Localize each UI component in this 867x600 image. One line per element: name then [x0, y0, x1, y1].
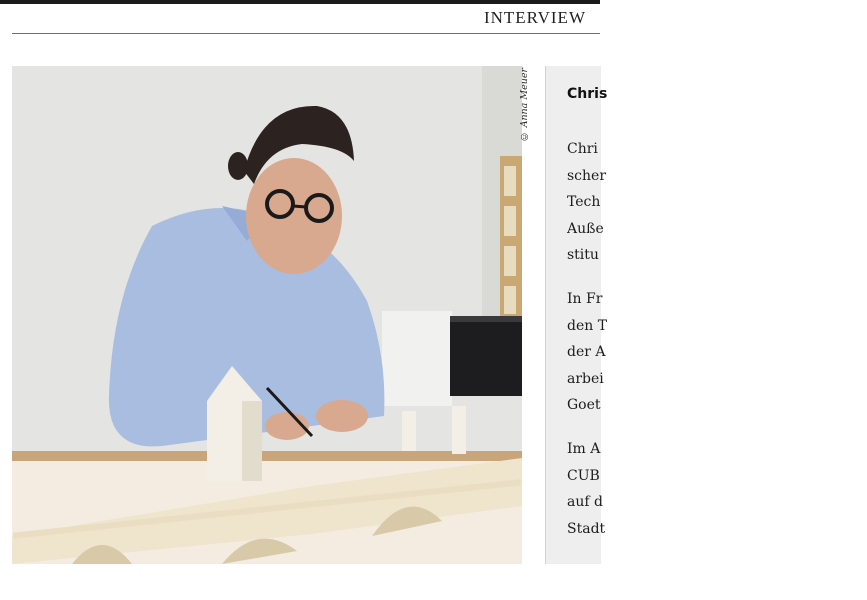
text-line: den T: [567, 317, 608, 334]
text-line: Goet: [567, 397, 601, 413]
text-line: auf d: [567, 494, 603, 510]
text-line: arbei: [567, 370, 604, 387]
sidebar-paragraph: [567, 136, 867, 269]
text-line: Im A: [567, 441, 601, 457]
photo-credit: [519, 68, 541, 146]
text-line: Stadt: [567, 520, 606, 537]
interview-photo: [12, 66, 522, 564]
text-line: Tech: [567, 194, 601, 210]
text-line: Auße: [567, 220, 604, 237]
text-line: In Fr: [567, 291, 603, 307]
photo-credit-text: © Anna Meuer: [519, 68, 530, 142]
sidebar-paragraph: [567, 286, 867, 419]
text-line: CUB: [567, 467, 600, 484]
section-label: INTERVIEW: [483, 8, 586, 27]
text-line: stitu: [567, 247, 599, 263]
top-rule: [0, 0, 600, 4]
text-line: der A: [567, 344, 606, 360]
sidebar-paragraph: [567, 436, 867, 542]
sidebar-text-column: [545, 66, 608, 564]
header-rule: [12, 33, 600, 34]
interviewee-name: Chris: [567, 86, 608, 102]
text-line: Chri: [567, 141, 598, 157]
text-line: scher: [567, 167, 607, 184]
